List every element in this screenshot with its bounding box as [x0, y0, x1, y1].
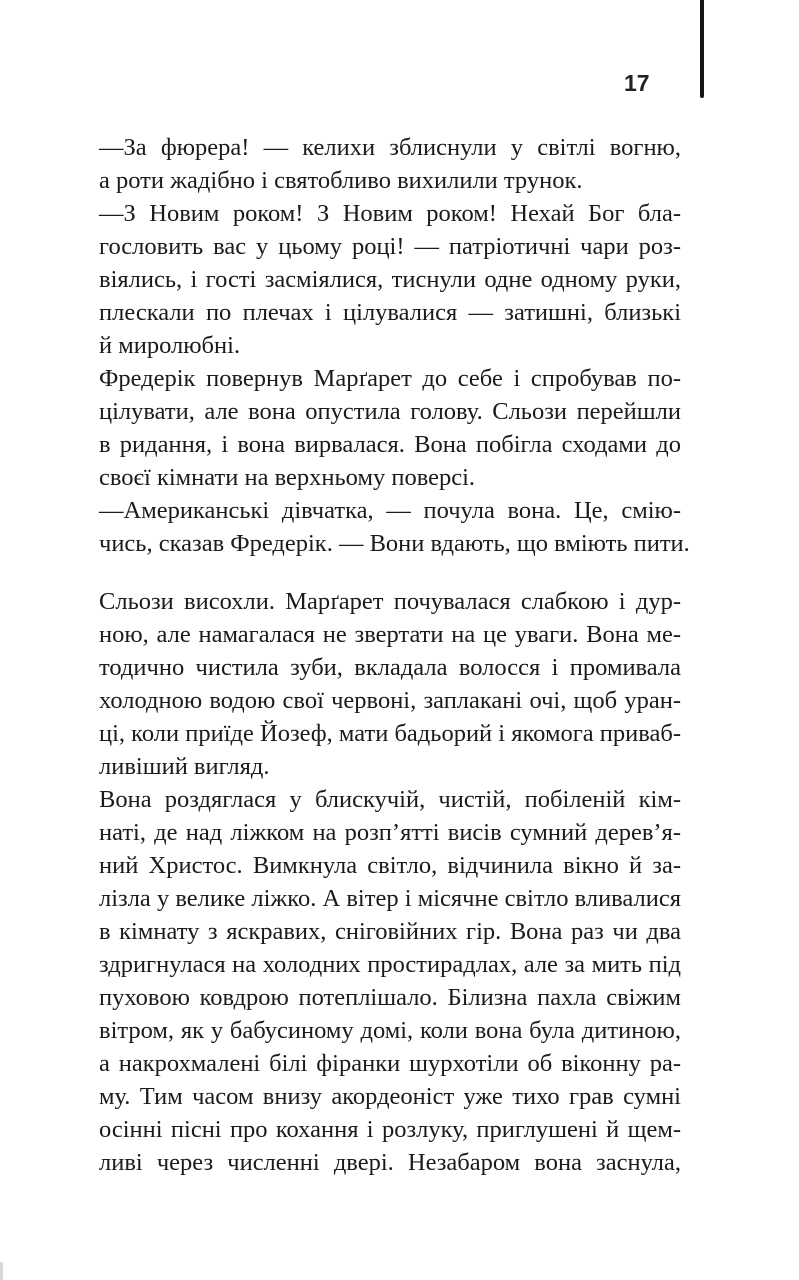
text-line: вітром, як у бабусиному домі, коли вона була дитиною, — [99, 1017, 681, 1044]
text-line: —Американські дівчатка, — почула вона. Це, смію- — [99, 497, 681, 524]
page-number: 17 — [624, 70, 650, 96]
text-line: гословить вас у цьому році! — патріотичні чари роз- — [99, 233, 681, 260]
text-line: му. Тим часом внизу акордеоніст уже тихо грав сумні — [99, 1083, 681, 1110]
text-line: —За фюрера! — келихи зблиснули у світлі вогню, — [99, 134, 681, 161]
text-line: в ридання, і вона вирвалася. Вона побігла сходами до — [99, 431, 681, 458]
text-line: ною, але намагалася не звертати на це уваги. Вона ме- — [99, 621, 681, 648]
text-line: ливі через численні двері. Незабаром вона заснула, — [99, 1149, 681, 1176]
text-line: Сльози висохли. Марґарет почувалася слабкою і дур- — [99, 588, 681, 615]
text-line: цілувати, але вона опустила голову. Сльози перейшли — [99, 398, 681, 425]
text-line: плескали по плечах і цілувалися — затишні, близькі — [99, 299, 681, 326]
text-line: ці, коли приїде Йозеф, мати бадьорий і якомога приваб- — [99, 720, 681, 747]
text-line: й миролюбні. — [99, 332, 241, 359]
text-line: пуховою ковдрою потеплішало. Білизна пахла свіжим — [99, 984, 681, 1011]
text-line: —З Новим роком! З Новим роком! Нехай Бог бла- — [99, 200, 681, 227]
text-line: а роти жадібно і святобливо вихилили трунок. — [99, 167, 583, 194]
text-line: чись, сказав Фредерік. — Вони вдають, що вміють пити. — [99, 530, 690, 557]
text-line: віялись, і гості засміялися, тиснули одне одному руки, — [99, 266, 681, 293]
text-line: здригнулася на холодних простирадлах, але за мить під — [99, 951, 681, 978]
text-line: Вона роздяглася у блискучій, чистій, побіленій кім- — [99, 786, 681, 813]
text-line: Фредерік повернув Марґарет до себе і спробував по- — [99, 365, 681, 392]
text-line: тодично чистила зуби, вкладала волосся і промивала — [99, 654, 681, 681]
text-line: своєї кімнати на верхньому поверсі. — [99, 464, 476, 491]
text-line: осінні пісні про кохання і розлуку, приглушені й щем- — [99, 1116, 681, 1143]
text-section-2 — [99, 585, 681, 1179]
text-section-1 — [99, 131, 690, 560]
text-line: холодною водою свої червоні, заплакані очі, щоб уран- — [99, 687, 681, 714]
text-line: в кімнату з яскравих, сніговійних гір. Вона раз чи два — [99, 918, 681, 945]
text-line: ний Христос. Вимкнула світло, відчинила вікно й за- — [99, 852, 681, 879]
page-edge-mark — [700, 0, 704, 98]
scan-edge-mark — [0, 1262, 3, 1280]
text-line: лізла у велике ліжко. А вітер і місячне світло вливалися — [99, 885, 681, 912]
text-line: наті, де над ліжком на розп’ятті висів сумний дерев’я- — [99, 819, 681, 846]
text-line: ливіший вигляд. — [99, 753, 270, 780]
text-line: а накрохмалені білі фіранки шурхотіли об віконну ра- — [99, 1050, 681, 1077]
